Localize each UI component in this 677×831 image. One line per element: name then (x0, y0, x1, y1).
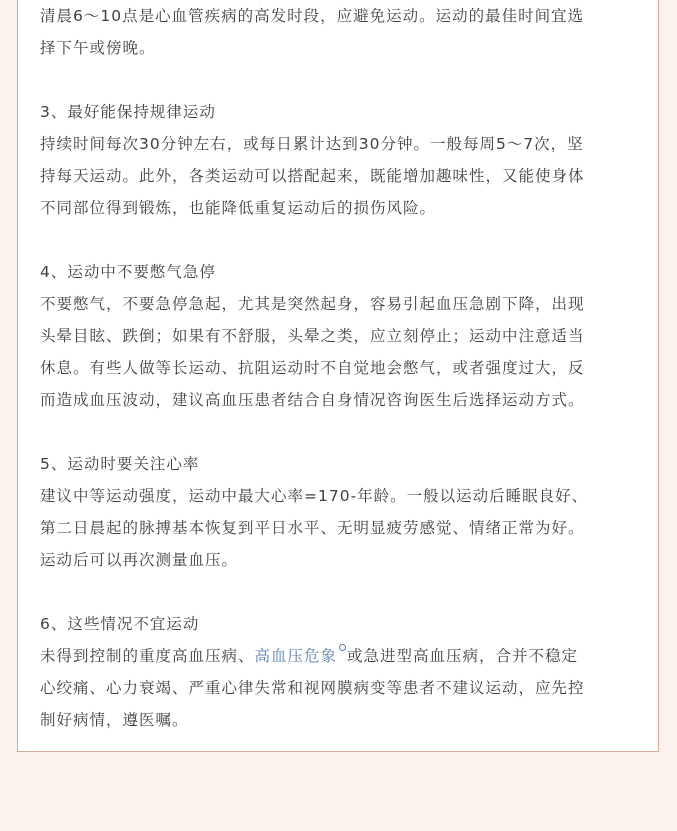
intro-line-2: 择下午或傍晚。 (40, 39, 156, 57)
section-6-line-2: 心绞痛、心力衰竭、严重心律失常和视网膜病变等患者不建议运动，应先控 (40, 679, 585, 697)
section-6-line-1 (40, 646, 578, 666)
section-6-heading: 6、这些情况不宜运动 (40, 615, 200, 633)
search-icon[interactable] (339, 644, 346, 651)
article-card (17, 0, 659, 752)
section-3-line-3: 不同部位得到锻炼，也能降低重复运动后的损伤风险。 (40, 199, 437, 217)
section-4-line-1: 不要憋气，不要急停急起，尤其是突然起身，容易引起血压急剧下降，出现 (40, 295, 585, 313)
section-5-heading: 5、运动时要关注心率 (40, 455, 200, 473)
section-4-heading: 4、运动中不要憋气急停 (40, 263, 216, 281)
section-6-line-1-post: 或急进型高血压病，合并不稳定 (347, 647, 579, 665)
hypertensive-crisis-link[interactable]: 高血压危象 (254, 647, 338, 665)
section-4-line-3: 休息。有些人做等长运动、抗阻运动时不自觉地会憋气，或者强度过大，反 (40, 359, 585, 377)
section-6-line-1-pre: 未得到控制的重度高血压病、 (40, 647, 255, 665)
section-4-line-4: 而造成血压波动，建议高血压患者结合自身情况咨询医生后选择运动方式。 (40, 391, 585, 409)
intro-line-1: 清晨6～10点是心血管疾病的高发时段，应避免运动。运动的最佳时间宜选 (40, 7, 585, 25)
section-6-line-3: 制好病情，遵医嘱。 (40, 711, 189, 729)
section-5-line-2: 第二日晨起的脉搏基本恢复到平日水平、无明显疲劳感觉、情绪正常为好。 (40, 519, 585, 537)
section-5-line-1: 建议中等运动强度，运动中最大心率=170-年龄。一般以运动后睡眠良好、 (40, 487, 589, 505)
section-3-line-2: 持每天运动。此外，各类运动可以搭配起来，既能增加趣味性，又能使身体 (40, 167, 585, 185)
section-5-line-3: 运动后可以再次测量血压。 (40, 551, 239, 569)
section-3-line-1: 持续时间每次30分钟左右，或每日累计达到30分钟。一般每周5～7次，坚 (40, 135, 584, 153)
section-3-heading: 3、最好能保持规律运动 (40, 103, 216, 121)
section-4-line-2: 头晕目眩、跌倒；如果有不舒服，头晕之类，应立刻停止；运动中注意适当 (40, 327, 585, 345)
